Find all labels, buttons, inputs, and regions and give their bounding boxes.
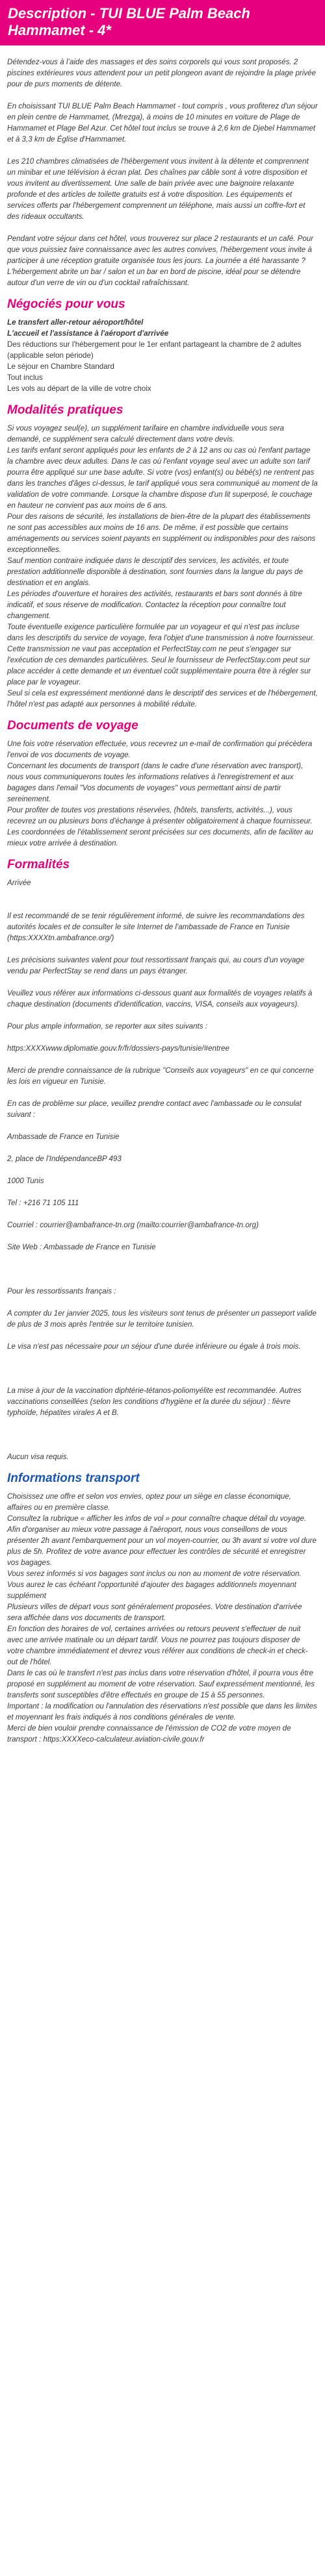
assistance-bold: L'accueil et l'assistance à l'aéroport d'arrivée xyxy=(7,329,169,338)
paragraph xyxy=(7,1120,318,1131)
paragraph xyxy=(7,1231,318,1242)
list-item: Les vols au départ de la ville de votre choix xyxy=(7,384,151,393)
paragraph: Tel : +216 71 105 111 xyxy=(7,1199,79,1207)
content xyxy=(0,45,325,1745)
paragraph xyxy=(7,1208,318,1219)
paragraph xyxy=(7,1440,318,1451)
paragraph: Site Web : Ambassade de France en Tunisie xyxy=(7,1243,156,1251)
paragraph: Arrivée xyxy=(7,879,31,887)
paragraph: Ambassade de France en Tunisie xyxy=(7,1132,120,1141)
paragraph: Vous serez informés si vos bagages sont inclus ou non au moment de votre réservation. xyxy=(7,1569,302,1578)
paragraph: Les 210 chambres climatisées de l'hébergement vous invitent à la détente et comprennent un minibar et une télévision à écran plat. Des chaînes par câble sont à votre disposition et vous invitent au divertissement. Une salle de bain privée avec une baignoire relaxante profonde et des articles de toilette gratuits est à votre disposition. Les équipements et services offerts par l'hébergement comprennent un téléphone, mais aussi un coffre-fort et des rideaux occultants. xyxy=(7,157,309,221)
modalites-heading: Modalités pratiques xyxy=(7,403,124,417)
paragraph: 2, place de l'IndépendanceBP 493 xyxy=(7,1155,122,1163)
paragraph: Le visa n'est pas nécessaire pour un séjour d'une durée inférieure ou égale à trois mois. xyxy=(7,1342,301,1351)
paragraph xyxy=(7,1429,318,1440)
list-item: Le séjour en Chambre Standard xyxy=(7,362,114,371)
paragraph xyxy=(7,1352,318,1363)
paragraph: Afin d'organiser au mieux votre passage à l'aéroport, nous vous conseillons de vous présenter 2h avant l'embarquement pour un vol moyen-courrier, ou 3h avant si votre vol dure plus de 5h. Profitez de votre avance pour effectuer les contrôles de sécurité et enregistrer vos bagages. xyxy=(7,1525,317,1567)
paragraph xyxy=(7,1186,318,1197)
paragraph: La mise à jour de la vaccination diphtérie-tétanos-poliomyélite est recommandée. Autres vaccinations conseillées (selon les conditions d'hygiène et la durée du séjour) : fièvre typhoïde, hépatites virales A et B. xyxy=(7,1386,302,1417)
transport-section xyxy=(7,1491,318,1745)
page-title: Description - TUI BLUE Palm Beach Hammamet - 4* xyxy=(8,5,250,38)
paragraph: 1000 Tunis xyxy=(7,1177,44,1185)
paragraph: Concernant les documents de transport (dans le cadre d'une réservation avec transport), nous vous communiquerons toutes les informations relatives à l'enregistrement et aux bagages dans l'email "Vos documents de voyages" vous permettant ainsi de partir sereinement. xyxy=(7,762,304,803)
paragraph: Pour profiter de toutes vos prestations réservées, (hôtels, transferts, activités...), vous recevrez un ou plusieurs bons d'échange à présenter obligatoirement à chaque fournisseur. xyxy=(7,806,313,825)
documents-heading: Documents de voyage xyxy=(7,719,138,732)
paragraph: Toute éventuelle exigence particulière formulée par un voyageur et qui n'est pas incluse dans les descriptifs du service de voyage, fera l'objet d'une transmission à notre fournisseur. Cette transmission ne vaut pas acceptation et PerfectStay.com ne peut s'engager sur l'exécution de ces demandes particulières. Seul le fournisseur de PerfectStay.com peut sur place accéder à cette demande et un éventuel coût supplémentaire pourra être à régler sur place par le voyageur. xyxy=(7,623,315,686)
negociated-section xyxy=(7,317,318,394)
paragraph: Plusieurs villes de départ vous sont généralement proposées. Votre destination d'arrivée sera affichée dans vos documents de transport. xyxy=(7,1603,302,1622)
paragraph xyxy=(7,1275,318,1286)
paragraph: Les périodes d'ouverture et horaires des activités, restaurants et bars sont donnés à titre indicatif, et sous réserve de modification. Contactez la réception pour connaître tout changement. xyxy=(7,590,302,620)
paragraph: Vous aurez le cas échéant l'opportunité d'ajouter des bagages additionnels moyennant supplément xyxy=(7,1581,296,1600)
page-header xyxy=(0,0,325,45)
paragraph xyxy=(7,222,318,233)
paragraph: En fonction des horaires de vol, certaines arrivées ou retours peuvent s'effectuer de nuit avec une arrivée matinale ou un départ tardif. Vous ne pourrez pas toujours disposer de votre chambre immédiatement et devrez vous référer aux conditions de check-in et check-out de l'hôtel. xyxy=(7,1625,308,1666)
paragraph: Important : la modification ou l'annulation des réservations n'est possible que dans les limites et moyennant les frais indiqués à nos conditions générales de vente. xyxy=(7,1702,317,1721)
modalites-section xyxy=(7,423,318,710)
paragraph: Sauf mention contraire indiquée dans le descriptif des services, les activités, et toute prestation additionnelle disponible à destination, sont fournies dans la langue du pays de destination et en anglais. xyxy=(7,556,304,587)
paragraph: Dans le cas où le transfert n'est pas inclus dans votre réservation d'hôtel, il pourra vous être proposé en supplément au moment de votre réservation. Sauf expressément mentionné, les transferts sont susceptibles d'être effectués en groupe de 15 à 55 personnes. xyxy=(7,1669,315,1699)
paragraph: Choisissez une offre et selon vos envies, optez pour un siège en classe économique, affaires ou en première classe. xyxy=(7,1492,291,1512)
list-item: Des réductions sur l'hébergement pour le 1er enfant partageant la chambre de 2 adultes (applicable selon période) xyxy=(7,340,302,360)
paragraph xyxy=(7,944,318,955)
paragraph: En cas de problème sur place, veuillez prendre contact avec l'ambassade ou le consulat suivant : xyxy=(7,1099,302,1119)
paragraph xyxy=(7,1330,318,1341)
paragraph: Pour les ressortissants français : xyxy=(7,1287,116,1295)
paragraph: Détendez-vous à l’aide des massages et des soins corporels qui vous sont proposés. 2 piscines extérieures vous attendent pour un petit plongeon avant de rejoindre la plage privée pour de purs moments de détente. xyxy=(7,58,317,88)
paragraph: Il est recommandé de se tenir régulièrement informé, de suivre les recommandations des autorités locales et de consulter le site Internet de l'ambassade de France en Tunisie (https:XXXXtn.ambafrance.org/) xyxy=(7,912,305,942)
paragraph xyxy=(7,1374,318,1385)
paragraph xyxy=(7,1264,318,1275)
paragraph: Merci de prendre connaissance de la rubrique "Conseils aux voyageurs" en ce qui concerne les lois en vigueur en Tunisie. xyxy=(7,1066,314,1086)
list-item: Tout inclus xyxy=(7,373,43,382)
paragraph xyxy=(7,1363,318,1374)
paragraph: A compter du 1er janvier 2025, tous les visiteurs sont tenus de présenter un passeport valide de plus de 3 mois après l'entrée sur le territoire tunisien. xyxy=(7,1309,317,1329)
paragraph: Merci de bien vouloir prendre connaissance de l'émission de CO2 de votre moyen de transport : https:XXXXeco-calculateur.aviation-civile.gouv.fr xyxy=(7,1724,291,1744)
paragraph xyxy=(7,1032,318,1043)
paragraph: Les tarifs enfant seront appliqués pour les enfants de 2 à 12 ans ou cas où l'enfant partage la chambre avec deux adultes. Dans le cas où l'enfant voyage seul avec un adulte son tarif pourra être appliqué sur une base adulte. Si votre (vos) enfant(s) ou bébé(s) ne rentrent pas dans les tranches d'âges ci-dessus, le tarif appliqué vous sera communiqué au moment de la validation de votre commande. Lorsque la chambre dispose d'un lit superposé, le couchage en hauteur ne convient pas aux moins de 6 ans. xyxy=(7,446,318,510)
transfer-bold: Le transfert aller-retour aéroport/hôtel xyxy=(7,318,144,327)
paragraph: Veuillez vous référer aux informations ci-dessous quant aux formalités de voyages relatifs à chaque destination (documents d'identification, vaccins, VISA, conseils aux voyageurs). xyxy=(7,989,313,1008)
paragraph xyxy=(7,90,318,101)
paragraph xyxy=(7,145,318,156)
paragraph: Si vous voyagez seul(e), un supplément tarifaire en chambre individuelle vous sera demandé, ce supplément sera calculé directement dans votre devis. xyxy=(7,424,284,444)
paragraph xyxy=(7,1418,318,1429)
paragraph: En choisissant TUI BLUE Palm Beach Hammamet - tout compris , vous profiterez d'un séjour en plein centre de Hammamet, (Mrezga), à moins de 10 minutes en voiture de Plage de Hammamet et Plage Bel Azur. Cet hôtel tout inclus se trouve à 2,6 km de Djebel Hammamet et à 3,3 km de Église d'Hammamet. xyxy=(7,102,318,144)
paragraph xyxy=(7,1164,318,1175)
paragraph xyxy=(7,888,318,899)
formalites-section xyxy=(7,877,318,1462)
negociated-heading: Négociés pour vous xyxy=(7,297,125,311)
paragraph xyxy=(7,1253,318,1264)
paragraph: Les coordonnées de l'établissement seront précisées sur ces documents, afin de faciliter au mieux votre arrivée à destination. xyxy=(7,828,313,847)
paragraph: Pour plus ample information, se reporter aux sites suivants : xyxy=(7,1022,208,1031)
transport-heading: Informations transport xyxy=(7,1471,140,1485)
paragraph: Consultez la rubrique « afficher les infos de vol » pour connaître chaque détail du voyage. xyxy=(7,1514,307,1523)
formalites-heading: Formalités xyxy=(7,858,70,871)
paragraph: Aucun visa requis. xyxy=(7,1453,69,1461)
paragraph xyxy=(7,1087,318,1098)
paragraph xyxy=(7,1297,318,1308)
paragraph: Pour des raisons de sécurité, les installations de bien-être de la plupart des établissements ne sont pas accessibles aux moins de 16 ans. De même, il est possible que certains aménagements ou services soient payants en supplément ou indisponibles pour des raisons exceptionnelles. xyxy=(7,512,316,554)
paragraph xyxy=(7,1142,318,1153)
paragraph: Courriel : courrier@ambafrance-tn.org (mailto:courrier@ambafrance-tn.org) xyxy=(7,1221,259,1229)
paragraph xyxy=(7,1054,318,1065)
documents-section xyxy=(7,738,318,849)
paragraph xyxy=(7,977,318,988)
paragraph xyxy=(7,1010,318,1021)
paragraph: Une fois votre réservation effectuée, vous recevrez un e-mail de confirmation qui précèdera l'envoi de vos documents de voyage. xyxy=(7,740,313,759)
paragraph: Pendant votre séjour dans cet hôtel, vous trouverez sur place 2 restaurants et un café. Pour que vous puissiez faire connaissance avec les autres convives, l'hébergement vous invite à participer à une réception gratuite organisée tous les jours. La journée a été harassante ? L'hébergement abrite un bar / salon et un bar en bord de piscine, idéal pour se détendre autour d'un verre de vin ou d'un cocktail rafraîchissant. xyxy=(7,234,314,287)
paragraph: Les précisions suivantes valent pour tout ressortissant français qui, au cours d'un voyage vendu par PerfectStay se rend dans un pays étranger. xyxy=(7,956,305,975)
paragraph: https:XXXXwww.diplomatie.gouv.fr/fr/dossiers-pays/tunisie/#entree xyxy=(7,1044,229,1053)
intro-section xyxy=(7,56,318,288)
paragraph xyxy=(7,899,318,910)
paragraph: Seul si cela est expressément mentionné dans le descriptif des services et de l'hébergement, l'hôtel n'est pas adapté aux personnes à mobilité réduite. xyxy=(7,689,318,708)
